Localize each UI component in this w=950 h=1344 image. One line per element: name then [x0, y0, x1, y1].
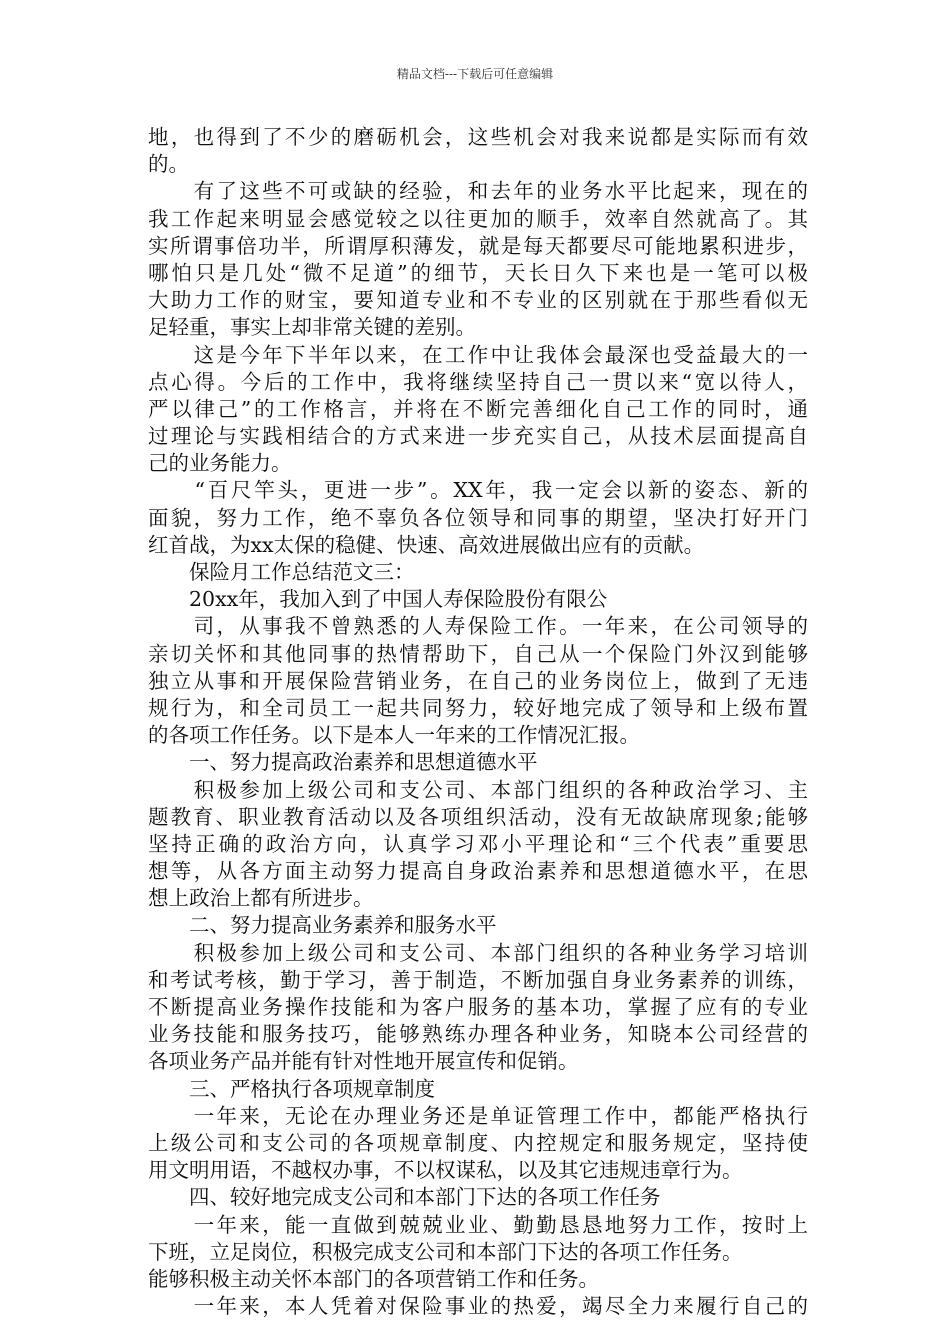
text-line: 积极参加上级公司和支公司、本部门组织的各种政治学习、主 — [148, 777, 808, 802]
text-line: 能够积极主动关怀本部门的各项营销工作和任务。 — [148, 1266, 599, 1291]
text-line: 哪怕只是几处“微不足道”的细节，天长日久下来也是一笔可以极 — [148, 260, 808, 285]
text-line: 一、努力提高政治素养和思想道德水平 — [148, 750, 538, 775]
text-line: 过理论与实践相结合的方式来进一步充实自己，从技术层面提高自 — [148, 424, 808, 449]
text-line: 实所谓事倍功半，所谓厚积薄发，就是每天都要尽可能地累积进步， — [148, 233, 808, 258]
text-line: 足轻重，事实上却非常关键的差别。 — [148, 315, 476, 340]
text-line: 亲切关怀和其他同事的热情帮助下，自己从一个保险门外汉到能够 — [148, 641, 808, 666]
text-line: 己的业务能力。 — [148, 451, 292, 476]
text-line: 面貌，努力工作，绝不辜负各位领导和同事的期望，坚决打好开门 — [148, 505, 808, 530]
text-line: 坚持正确的政治方向，认真学习邓小平理论和“三个代表”重要思 — [148, 831, 808, 856]
text-line: 地，也得到了不少的磨砺机会，这些机会对我来说都是实际而有效 — [148, 125, 808, 149]
text-line: 想等，从各方面主动努力提高自身政治素养和思想道德水平，在思 — [148, 859, 808, 884]
text-line: 上级公司和支公司的各项规章制度、内控规定和服务规定，坚持使 — [148, 1130, 808, 1155]
document-body — [148, 124, 808, 1320]
text-line: 20xx年，我加入到了中国人寿保险股份有限公 — [148, 587, 608, 612]
text-line: 三、严格执行各项规章制度 — [148, 1076, 435, 1101]
page-header: 精品文档---下载后可任意编辑 — [396, 67, 554, 81]
text-line: 的各项工作任务。以下是本人一年来的工作情况汇报。 — [148, 723, 640, 748]
text-line: 积极参加上级公司和支公司、本部门组织的各种业务学习培训 — [148, 940, 808, 965]
text-line: 用文明用语，不越权办事，不以权谋私，以及其它违规违章行为。 — [148, 1158, 743, 1183]
text-line: “百尺竿头，更进一步”。XX年，我一定会以新的姿态、新的 — [148, 478, 808, 503]
text-line: 这是今年下半年以来，在工作中让我体会最深也受益最大的一 — [148, 342, 808, 367]
text-line: 一年来，本人凭着对保险事业的热爱，竭尽全力来履行自己的 — [148, 1294, 808, 1319]
text-line: 独立从事和开展保险营销业务，在自己的业务岗位上，做到了无违 — [148, 668, 808, 693]
text-line: 不断提高业务操作技能和为客户服务的基本功，掌握了应有的专业 — [148, 995, 808, 1019]
text-line: 司，从事我不曾熟悉的人寿保险工作。一年来，在公司领导的 — [148, 614, 808, 639]
text-line: 二、努力提高业务素养和服务水平 — [148, 913, 497, 938]
text-line: 和考试考核，勤于学习，善于制造，不断加强自身业务素养的训练， — [148, 967, 808, 992]
text-line: 题教育、职业教育活动以及各项组织活动，没有无故缺席现象;能够 — [148, 804, 808, 829]
text-line: 有了这些不可或缺的经验，和去年的业务水平比起来，现在的 — [148, 179, 808, 204]
text-line: 各项业务产品并能有针对性地开展宣传和促销。 — [148, 1049, 579, 1074]
text-line: 下班，立足岗位，积极完成支公司和本部门下达的各项工作任务。 — [148, 1239, 743, 1264]
text-line: 规行为，和全司员工一起共同努力，较好地完成了领导和上级布置 — [148, 695, 808, 720]
text-line: 保险月工作总结范文三： — [148, 560, 415, 584]
text-line: 想上政治上都有所进步。 — [148, 886, 374, 911]
text-line: 红首战，为xx太保的稳健、快速、高效进展做出应有的贡献。 — [148, 532, 705, 557]
text-line: 点心得。今后的工作中，我将继续坚持自己一贯以来“宽以待人， — [148, 369, 808, 394]
text-line: 我工作起来明显会感觉较之以往更加的顺手，效率自然就高了。其 — [148, 206, 808, 231]
text-line: 大助力工作的财宝，要知道专业和不专业的区别就在于那些看似无 — [148, 288, 808, 313]
text-line: 的。 — [148, 152, 189, 177]
text-line: 严以律己”的工作格言，并将在不断完善细化自己工作的同时，通 — [148, 396, 808, 421]
text-line: 四、较好地完成支公司和本部门下达的各项工作任务 — [148, 1185, 661, 1210]
text-line: 一年来，能一直做到兢兢业业、勤勤恳恳地努力工作，按时上 — [148, 1212, 808, 1237]
text-line: 一年来，无论在办理业务还是单证管理工作中，都能严格执行 — [148, 1103, 808, 1128]
text-line: 业务技能和服务技巧，能够熟练办理各种业务，知晓本公司经营的 — [148, 1022, 808, 1047]
